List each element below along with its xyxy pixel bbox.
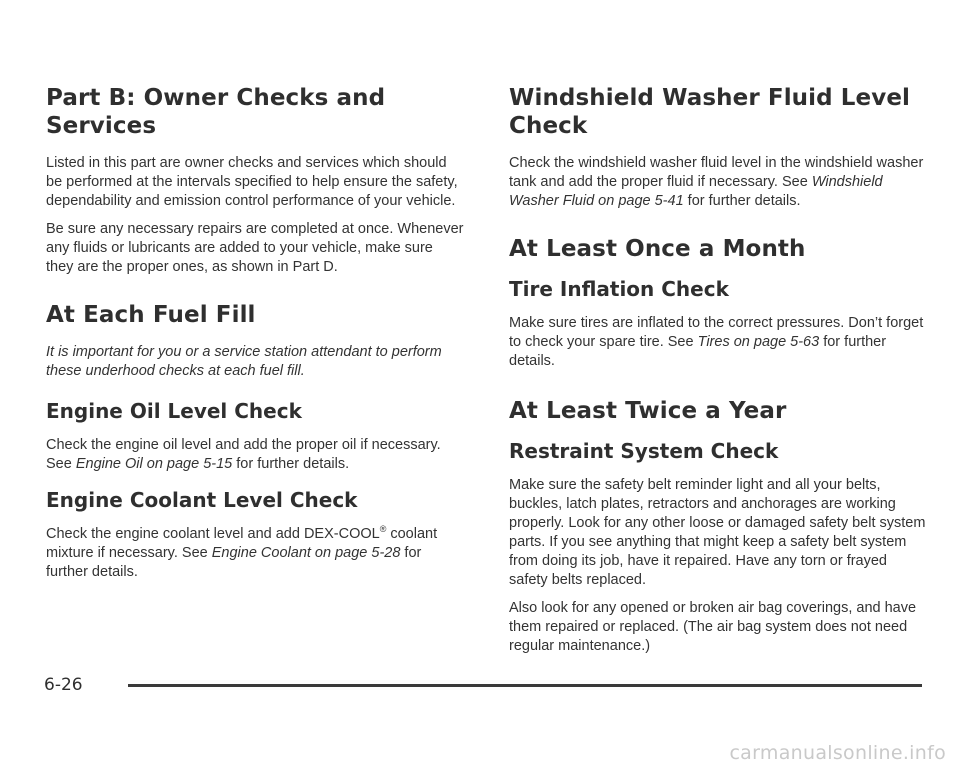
tire-text-pre: Make sure tires are inflated to the correct pressures. Don’t forget to check your spare tire. See — [509, 315, 924, 350]
restraint-check-heading: Restraint System Check — [509, 439, 779, 463]
oil-text-post: for further details. — [232, 456, 350, 472]
coolant-text-pre: Check the engine coolant level and add DEX-COOL — [46, 526, 380, 542]
tire-check-heading: Tire Inflation Check — [509, 277, 729, 301]
coolant-check-paragraph — [46, 525, 464, 582]
restraint-paragraph-2: Also look for any opened or broken air bag coverings, and have them repaired or replaced. (The air bag system does not need regular maintenance.) — [509, 600, 917, 654]
tire-text-post: for further details. — [509, 334, 887, 369]
coolant-text-mid: coolant mixture if necessary. See — [46, 526, 438, 561]
registered-mark: ® — [379, 524, 387, 535]
left-column — [46, 84, 464, 591]
restraint-paragraph-1: Make sure the safety belt reminder light and all your belts, buckles, latch plates, retractors and anchorages are working properly. Look for any other loose or damaged safety belt system parts. If you see anything that might keep a safety belt system from doing its job, have it repaired. Have any torn or frayed safety belts replaced. — [509, 477, 926, 588]
tire-check-paragraph — [509, 314, 929, 371]
coolant-check-heading: Engine Coolant Level Check — [46, 488, 358, 512]
tire-page-reference[interactable]: Tires on page 5-63 — [697, 334, 820, 350]
washer-check-paragraph — [509, 154, 929, 211]
coolant-text-post: for further details. — [46, 545, 422, 580]
site-watermark: carmanualsonline.info — [729, 742, 946, 764]
intro-paragraph-2: Be sure any necessary repairs are completed at once. Whenever any fluids or lubricants are added to your vehicle, make sure they are the proper ones, as shown in Part D. — [46, 221, 464, 275]
washer-text-post: for further details. — [683, 193, 801, 209]
washer-page-reference[interactable]: Windshield Washer Fluid on page 5-41 — [509, 174, 883, 209]
fuel-fill-heading: At Each Fuel Fill — [46, 302, 256, 328]
right-column — [509, 84, 929, 665]
page-number: 6-26 — [44, 675, 83, 695]
washer-text-pre: Check the windshield washer fluid level in the windshield washer tank and add the proper fluid if necessary. See — [509, 155, 924, 190]
fuel-fill-note: It is important for you or a service station attendant to perform these underhood checks at each fuel fill. — [46, 344, 442, 379]
monthly-heading: At Least Once a Month — [509, 236, 806, 262]
intro-paragraph-1: Listed in this part are owner checks and services which should be performed at the intervals specified to help ensure the safety, dependability and emission control performance of your vehicle. — [46, 155, 458, 209]
oil-page-reference[interactable]: Engine Oil on page 5-15 — [75, 456, 233, 472]
footer-rule — [128, 684, 922, 687]
oil-text-pre: Check the engine oil level and add the proper oil if necessary. See — [46, 437, 441, 472]
oil-check-heading: Engine Oil Level Check — [46, 399, 302, 423]
twice-yearly-heading: At Least Twice a Year — [509, 398, 787, 424]
coolant-page-reference[interactable]: Engine Coolant on page 5-28 — [211, 545, 401, 561]
oil-check-paragraph — [46, 436, 464, 474]
washer-check-heading: Windshield Washer Fluid Level Check — [509, 85, 911, 139]
part-b-title: Part B: Owner Checks and Services — [46, 85, 386, 139]
